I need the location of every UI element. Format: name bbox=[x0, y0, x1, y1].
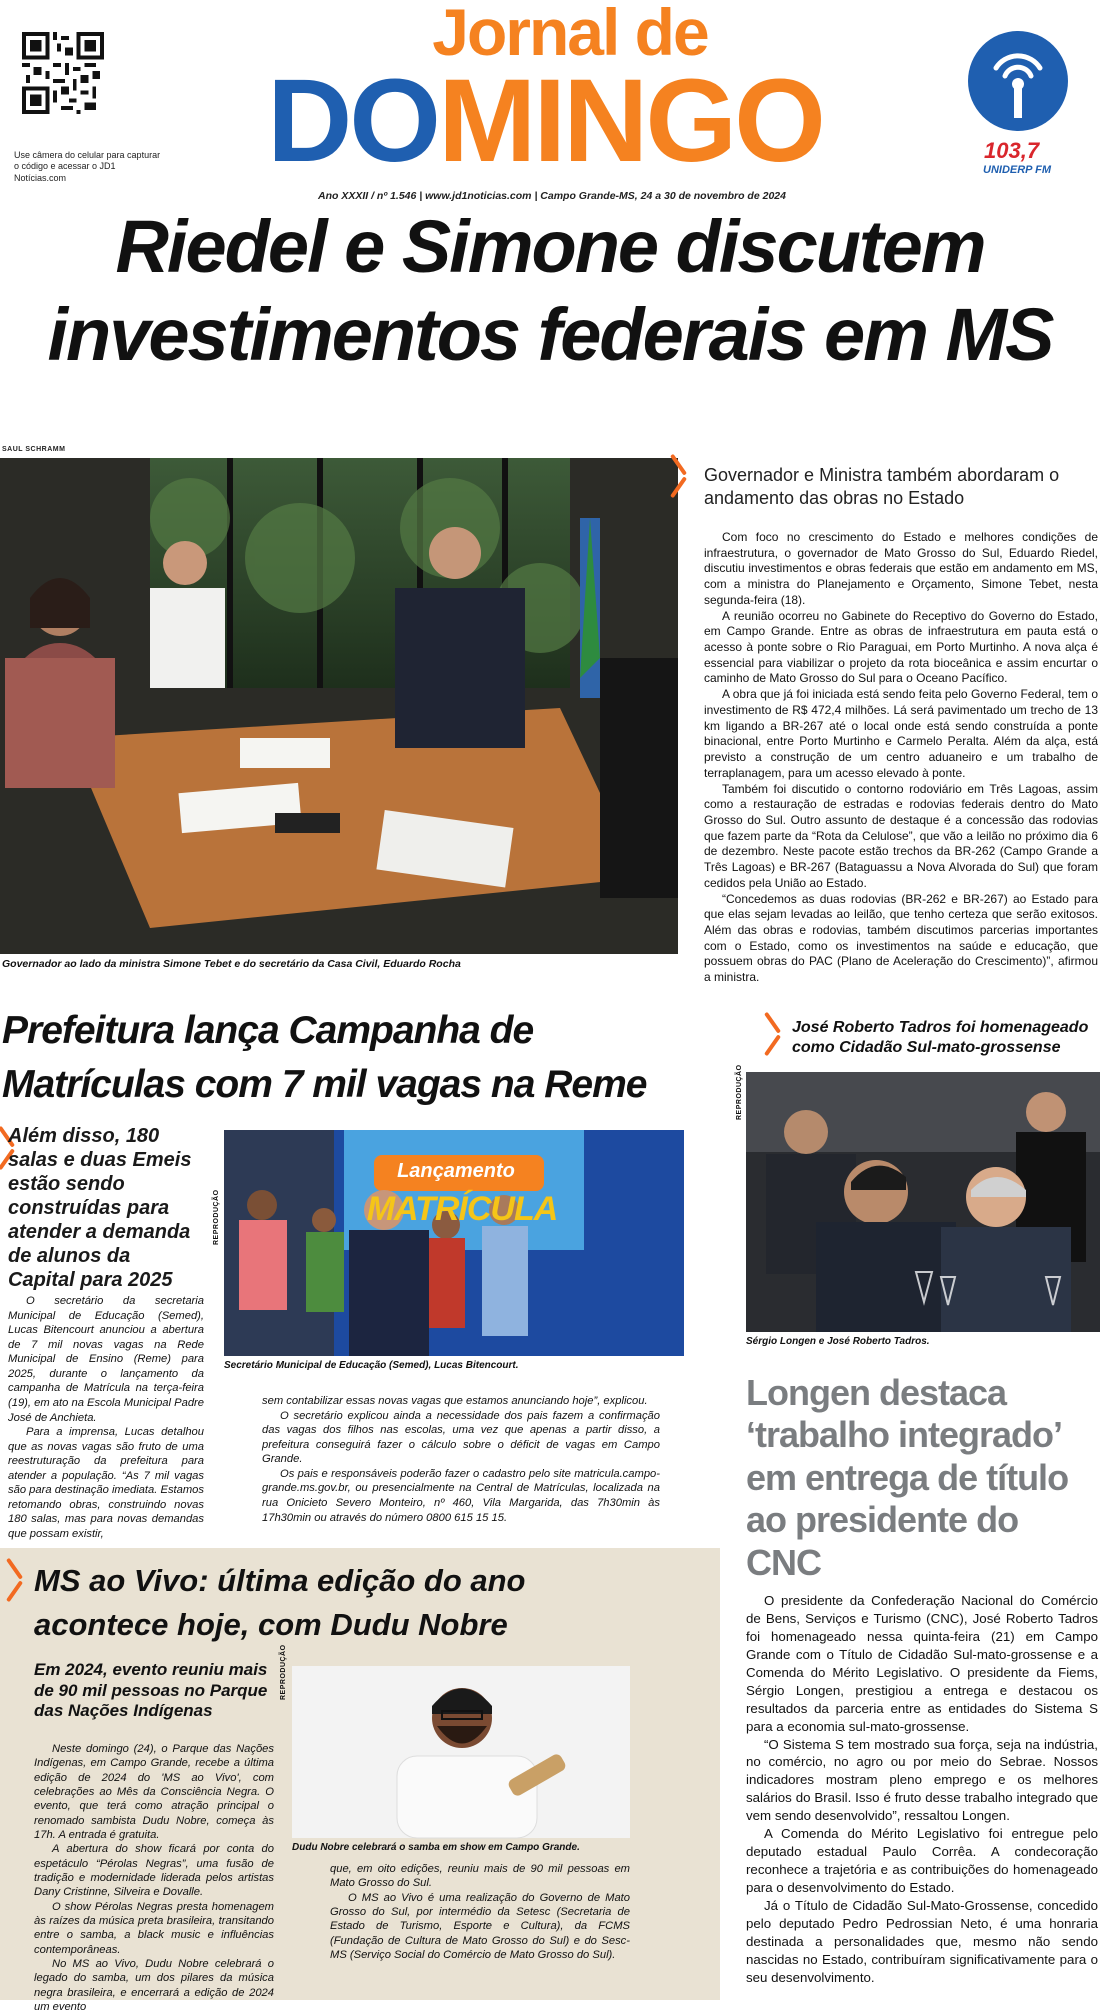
tadros-body bbox=[746, 1592, 1098, 1987]
lead-headline-line1: Riedel e Simone discutem bbox=[115, 205, 985, 288]
lead-photo bbox=[0, 458, 678, 954]
msvivo-paragraph: A abertura do show ficará por conta do espetáculo “Pérolas Negras”, uma fusão de tradição e modernidade liderada pelos artistas Dany Cristinne, Silveira e Dovalle. bbox=[34, 1843, 274, 1899]
radio-frequency: 103,7 bbox=[984, 138, 1040, 163]
tadros-paragraph: Já o Título de Cidadão Sul-Mato-Grossense, concedido pelo deputado Pedro Pedrossian Neto, é uma honraria destinada a personalidades que, mesmo não sendo nascidas no Estado, contribuíram significativamente para o seu desenvolvimento. bbox=[746, 1897, 1098, 1985]
tadros-headline bbox=[746, 1372, 1100, 1584]
msvivo-photo-credit: REPRODUÇÃO bbox=[280, 1644, 287, 1700]
lead-subhead: Governador e Ministra também abordaram o andamento das obras no Estado bbox=[704, 465, 1060, 508]
tadros-headline-line: Longen destaca bbox=[746, 1372, 1007, 1413]
lead-paragraph: A obra que já foi iniciada está sendo feita pelo Governo Federal, tem o investimento de R$ 472,4 milhões. Lá será pavimentado um trecho de 13 km ligando a BR-267 até o local onde está sendo construída a ponte binacional, entre Porto Murtinho e Carmelo Peralta. Além da alça, está previsto a construção de um centro aduaneiro e um trabalho de terraplanagem, para um acesso elevado à ponte. bbox=[704, 687, 1098, 780]
reme-photo-caption: Secretário Municipal de Educação (Semed), Lucas Bitencourt. bbox=[224, 1360, 519, 1371]
msvivo-photo bbox=[292, 1666, 630, 1838]
lead-headline-line2: investimentos federais em MS bbox=[47, 293, 1053, 376]
reme-paragraph: sem contabilizar essas novas vagas que estamos anunciando hoje”, explicou. bbox=[262, 1395, 648, 1407]
tadros-paragraph: O presidente da Confederação Nacional do Comércio de Bens, Serviços e Turismo (CNC), José Roberto Tadros foi homenageado nessa quinta-feira (21) em Campo Grande com o Título de Cidadão Sul-mato-grossense e a Comenda do Mérito Legislativo. O presidente da Fiems, Sérgio Longen, prestigiou a entrega e destacou os resultados da parceria entre as entidades do Sistema S para a economia sul-mato-grossense. bbox=[746, 1593, 1098, 1734]
lead-paragraph: Também foi discutido o contorno rodoviário em Três Lagoas, assim como a restauração de estradas e rodovias federais dentro do Mato Grosso do Sul. Outro assunto de destaque é a concessão das rodovias que fazem parte da “Rota da Celulose”, que vão a leilão no próximo dia 6 de dezembro. Neste pacote estão trechos da BR-262 (Campo Grande a Três Lagoas) e BR-267 (Bataguassu a Nova Alvorada do Sul) que foram cedidos pela União ao Estado. bbox=[704, 781, 1098, 890]
reme-arrow-icon bbox=[0, 1128, 8, 1168]
tadros-photo bbox=[746, 1072, 1100, 1332]
reme-col2 bbox=[262, 1394, 660, 1525]
msvivo-paragraph: No MS ao Vivo, Dudu Nobre celebrará o legado do samba, um dos pilares da música negra brasileira, e encerrará a edição de 2024 um evento bbox=[34, 1957, 274, 2013]
tadros-headline-line: em entrega de título bbox=[746, 1456, 1069, 1498]
reme-photo-credit: REPRODUÇÃO bbox=[213, 1189, 220, 1245]
lead-paragraph: A reunião ocorreu no Gabinete do Receptivo do Governo do Estado, em Campo Grande. Entre as obras de infraestrutura em pauta está o acesso à ponte sobre o Rio Paraguai, em Porto Murtinho. A nova alça é essencial para viabilizar o projeto da rota bioceânica e assim encurtar o caminho de Mato Grosso do Sul para o Oceano Pacífico. bbox=[704, 608, 1098, 686]
reme-subhead: Além disso, 180 salas e duas Emeis estão sendo construídas para atender a demanda de alunos da Capital para 2025 bbox=[8, 1125, 192, 1291]
lead-paragraph: “Concedemos as duas rodovias (BR-262 e BR-267) ao Estado para que elas sejam levadas ao leilão, que tenho certeza que serão exitosos. Além das obras e rodovias, também discutimos parcerias importantes com o Estado, como os investimentos na saúde e educação, que possuem obras do PAC (Plano de Aceleração do Crescimento)”, afirmou a ministra. bbox=[704, 891, 1098, 985]
msvivo-arrow-icon bbox=[2, 1560, 16, 1600]
tadros-photo-caption: Sérgio Longen e José Roberto Tadros. bbox=[746, 1336, 930, 1347]
radio-name: UNIDERP FM bbox=[983, 164, 1052, 176]
msvivo-paragraph: O show Pérolas Negras presta homenagem às raízes da música preta brasileira, transitando entre o samba, a black music e influências contemporâneas. bbox=[34, 1900, 274, 1956]
msvivo-headline-line2: acontece hoje, com Dudu Nobre bbox=[34, 1607, 508, 1642]
reme-paragraph: O secretário explicou ainda a necessidade dos pais fazem a confirmação das vagas dos filhos nas escolas, uma vez que apenas a partir disso, a prefeitura conseguirá fazer o cálculo sobre o déficit de vagas em Campo Grande. bbox=[262, 1409, 660, 1466]
reme-headline-line2: Matrículas com 7 mil vagas na Reme bbox=[2, 1063, 647, 1106]
tadros-title: José Roberto Tadros foi homenageado como Cidadão Sul-mato-grossense bbox=[792, 1019, 1089, 1056]
reme-banner-subtitle: MATRÍCULA bbox=[366, 1190, 558, 1228]
tadros-paragraph: “O Sistema S tem mostrado sua força, seja na indústria, no comércio, no agro ou por meio do Sebrae. Nossos indicadores mostram pleno emprego e os melhores salários do Brasil. Isso é fruto desse trabalho integrado que vem sendo desenvolvido”, ressaltou Longen. bbox=[746, 1736, 1098, 1824]
tadros-headline-line: ‘trabalho integrado’ bbox=[746, 1414, 1063, 1456]
lead-article-body bbox=[704, 530, 1098, 986]
reme-banner-title: Lançamento bbox=[397, 1160, 515, 1182]
msvivo-col1 bbox=[34, 1742, 274, 2014]
brand-top: Jornal de bbox=[432, 0, 708, 69]
reme-col1 bbox=[8, 1294, 204, 1542]
msvivo-paragraph: Neste domingo (24), o Parque das Nações Indígenas, em Campo Grande, recebe a última edição de 2024 do 'MS ao Vivo', com celebrações ao Mês da Consciência Negra. O evento, que terá como atração principal o renomado sambista Dudu Nobre, começa às 17h. A entrada é gratuita. bbox=[34, 1743, 274, 1841]
reme-paragraph: Os pais e responsáveis poderão fazer o cadastro pelo site matricula.campo-grande.ms.gov.br, ou presencialmente na Central de Matrículas, localizada na rua Onicieto Severo Monteiro, nº 460, Vila Margarida, das 7h30min às 17h30min ou através do número 0800 615 15 15. bbox=[262, 1467, 660, 1524]
msvivo-col2 bbox=[330, 1862, 630, 1962]
tadros-photo-credit: REPRODUÇÃO bbox=[736, 1064, 743, 1120]
radio-logo bbox=[958, 26, 1078, 144]
dateline: Ano XXXII / nº 1.546 | www.jd1noticias.com | Campo Grande-MS, 24 a 30 de novembro de 2024 bbox=[318, 190, 786, 202]
lead-photo-credit: SAUL SCHRAMM bbox=[2, 446, 66, 453]
msvivo-photo-caption: Dudu Nobre celebrará o samba em show em Campo Grande. bbox=[292, 1842, 580, 1853]
lead-paragraph: Com foco no crescimento do Estado e melhores condições de infraestrutura, o governador de Mato Grosso do Sul, Eduardo Riedel, discutiu investimentos e obras federais que estão em andamento em MS, com a ministra do Planejamento e Orçamento, Simone Tebet, nesta segunda-feira (18). bbox=[704, 530, 1098, 607]
brand-bottom: DOMINGO bbox=[267, 55, 823, 187]
lead-photo-caption: Governador ao lado da ministra Simone Tebet e do secretário da Casa Civil, Eduardo Rocha bbox=[2, 958, 461, 970]
msvivo-paragraph: que, em oito edições, reuniu mais de 90 mil pessoas em Mato Grosso do Sul. bbox=[330, 1863, 630, 1890]
reme-paragraph: Para a imprensa, Lucas detalhou que as novas vagas são fruto de uma reestruturação da prefeitura para atender a população. “As 7 mil vagas são para destinação imediata. Estamos retomando obras, construindo novas 180 salas, mas para novas demandas que possam existir, bbox=[8, 1426, 204, 1540]
msvivo-subhead: Em 2024, evento reuniu mais de 90 mil pessoas no Parque das Nações Indígenas bbox=[34, 1660, 268, 1721]
tadros-headline-line: ao presidente do CNC bbox=[746, 1499, 1019, 1583]
reme-paragraph: O secretário da secretaria Municipal de Educação (Semed), Lucas Bitencourt anunciou a abertura de 7 mil novas vagas na Rede Municipal de Ensino (Reme) para 2025, durante o lançamento da campanha de Matrícula na terça-feira (19), em ato na Escola Municipal Padre José de Anchieta. bbox=[8, 1295, 204, 1424]
tadros-paragraph: A Comenda do Mérito Legislativo foi entregue pelo deputado estadual Paulo Corrêa. A condecoração reconhece a trajetória e as contribuições do homenageado para o desenvolvimento do Estado. bbox=[746, 1826, 1098, 1895]
lead-arrow-icon bbox=[666, 456, 680, 496]
msvivo-paragraph: O MS ao Vivo é uma realização do Governo de Mato Grosso do Sul, por intermédio da Setesc (Secretaria de Estado de Turismo, Esporte e Cultura), da FCMS (Fundação de Cultura de Mato Grosso do Sul) e do Sesc-MS (Serviço Social do Comércio de Mato Grosso do Sul). bbox=[330, 1891, 630, 1961]
msvivo-headline-line1: MS ao Vivo: última edição do ano bbox=[34, 1563, 526, 1598]
tadros-arrow-icon bbox=[760, 1014, 774, 1054]
reme-headline-line1: Prefeitura lança Campanha de bbox=[2, 1009, 534, 1052]
qr-caption: Use câmera do celular para capturar o código e acessar o JD1 Notícias.com bbox=[14, 150, 161, 183]
